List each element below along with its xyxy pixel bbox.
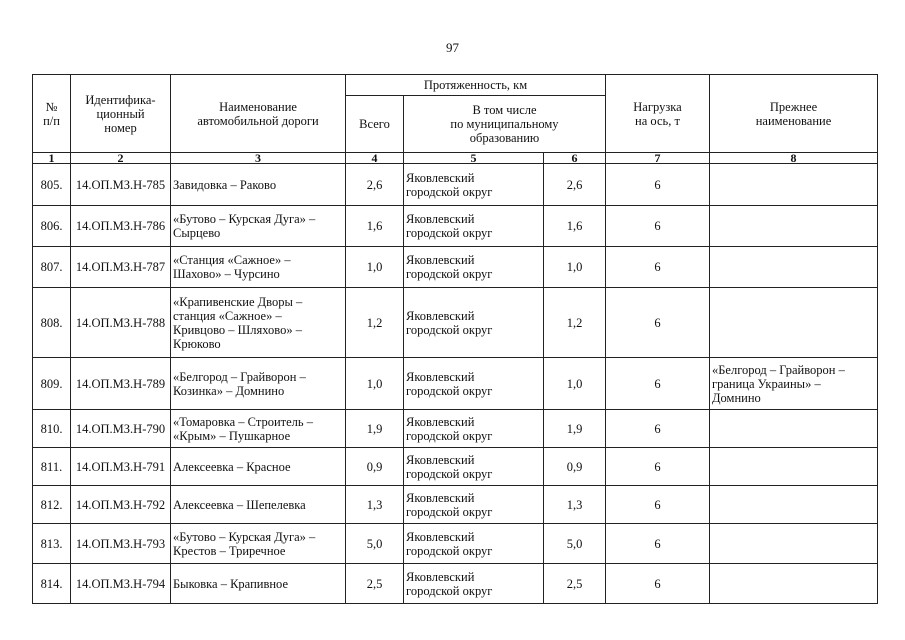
page-number: 97 <box>446 40 459 55</box>
table-row <box>33 410 878 448</box>
road-id: 14.ОП.МЗ.Н-785 <box>71 164 171 206</box>
length-municipal: 1,0 <box>544 358 606 410</box>
road-id: 14.ОП.МЗ.Н-791 <box>71 448 171 486</box>
axle-load: 6 <box>606 206 710 247</box>
header-num: № п/п <box>33 75 71 153</box>
previous-name <box>710 288 878 358</box>
table-row <box>33 206 878 247</box>
length-total: 0,9 <box>346 448 404 486</box>
road-name: «Бутово – Курская Дуга» – Крестов – Триречное <box>171 524 346 564</box>
axle-load: 6 <box>606 564 710 604</box>
previous-name <box>710 410 878 448</box>
length-municipal: 1,6 <box>544 206 606 247</box>
previous-name <box>710 206 878 247</box>
length-total: 2,5 <box>346 564 404 604</box>
column-number: 3 <box>171 153 346 164</box>
row-number: 805. <box>33 164 71 206</box>
table-row <box>33 486 878 524</box>
length-municipal: 1,2 <box>544 288 606 358</box>
length-total: 1,0 <box>346 358 404 410</box>
column-number: 4 <box>346 153 404 164</box>
axle-load: 6 <box>606 288 710 358</box>
length-municipal: 2,5 <box>544 564 606 604</box>
municipality: Яковлевский городской округ <box>404 358 544 410</box>
length-municipal: 2,6 <box>544 164 606 206</box>
previous-name <box>710 486 878 524</box>
header-length-group: Протяженность, км <box>346 75 606 96</box>
length-municipal: 1,9 <box>544 410 606 448</box>
row-number: 808. <box>33 288 71 358</box>
column-number: 2 <box>71 153 171 164</box>
axle-load: 6 <box>606 247 710 288</box>
axle-load: 6 <box>606 358 710 410</box>
row-number: 807. <box>33 247 71 288</box>
previous-name <box>710 164 878 206</box>
table-row <box>33 164 878 206</box>
table-row <box>33 524 878 564</box>
length-municipal: 1,3 <box>544 486 606 524</box>
road-id: 14.ОП.МЗ.Н-790 <box>71 410 171 448</box>
municipality: Яковлевский городской округ <box>404 486 544 524</box>
row-number: 812. <box>33 486 71 524</box>
row-number: 811. <box>33 448 71 486</box>
axle-load: 6 <box>606 410 710 448</box>
road-name: Завидовка – Раково <box>171 164 346 206</box>
header-id: Идентифика- ционный номер <box>71 75 171 153</box>
road-name: «Томаровка – Строитель – «Крым» – Пушкарное <box>171 410 346 448</box>
length-total: 1,3 <box>346 486 404 524</box>
municipality: Яковлевский городской округ <box>404 247 544 288</box>
axle-load: 6 <box>606 164 710 206</box>
row-number: 809. <box>33 358 71 410</box>
municipality: Яковлевский городской округ <box>404 410 544 448</box>
table-row <box>33 564 878 604</box>
axle-load: 6 <box>606 448 710 486</box>
axle-load: 6 <box>606 486 710 524</box>
length-municipal: 1,0 <box>544 247 606 288</box>
table-row <box>33 288 878 358</box>
length-municipal: 0,9 <box>544 448 606 486</box>
row-number: 810. <box>33 410 71 448</box>
row-number: 813. <box>33 524 71 564</box>
previous-name <box>710 524 878 564</box>
municipality: Яковлевский городской округ <box>404 564 544 604</box>
road-name: «Крапивенские Дворы – станция «Сажное» – Кривцово – Шляхово» – Крюково <box>171 288 346 358</box>
column-number: 8 <box>710 153 878 164</box>
road-id: 14.ОП.МЗ.Н-789 <box>71 358 171 410</box>
road-id: 14.ОП.МЗ.Н-786 <box>71 206 171 247</box>
municipality: Яковлевский городской округ <box>404 206 544 247</box>
previous-name <box>710 448 878 486</box>
length-total: 1,9 <box>346 410 404 448</box>
table-header <box>33 75 878 164</box>
municipality: Яковлевский городской округ <box>404 524 544 564</box>
column-number: 1 <box>33 153 71 164</box>
road-name: Алексеевка – Красное <box>171 448 346 486</box>
row-number: 806. <box>33 206 71 247</box>
column-number: 7 <box>606 153 710 164</box>
road-name: «Белгород – Грайворон – Козинка» – Домнино <box>171 358 346 410</box>
road-name: Быковка – Крапивное <box>171 564 346 604</box>
municipality: Яковлевский городской округ <box>404 448 544 486</box>
road-id: 14.ОП.МЗ.Н-787 <box>71 247 171 288</box>
length-total: 1,2 <box>346 288 404 358</box>
row-number: 814. <box>33 564 71 604</box>
header-total: Всего <box>346 96 404 153</box>
table-row <box>33 358 878 410</box>
column-number-row <box>33 153 878 164</box>
length-total: 1,0 <box>346 247 404 288</box>
column-number: 6 <box>544 153 606 164</box>
road-id: 14.ОП.МЗ.Н-793 <box>71 524 171 564</box>
length-total: 1,6 <box>346 206 404 247</box>
length-total: 2,6 <box>346 164 404 206</box>
length-municipal: 5,0 <box>544 524 606 564</box>
road-id: 14.ОП.МЗ.Н-792 <box>71 486 171 524</box>
previous-name: «Белгород – Грайворон – граница Украины» – Домнино <box>710 358 878 410</box>
road-name: Алексеевка – Шепелевка <box>171 486 346 524</box>
road-id: 14.ОП.МЗ.Н-788 <box>71 288 171 358</box>
length-total: 5,0 <box>346 524 404 564</box>
table-row <box>33 448 878 486</box>
header-previous-name: Прежнее наименование <box>710 75 878 153</box>
municipality: Яковлевский городской округ <box>404 164 544 206</box>
road-name: «Бутово – Курская Дуга» – Сырцево <box>171 206 346 247</box>
roads-table <box>32 74 878 604</box>
previous-name <box>710 564 878 604</box>
road-id: 14.ОП.МЗ.Н-794 <box>71 564 171 604</box>
header-municipal: В том числе по муниципальному образованию <box>404 96 606 153</box>
table-body <box>33 164 878 604</box>
municipality: Яковлевский городской округ <box>404 288 544 358</box>
header-load: Нагрузка на ось, т <box>606 75 710 153</box>
road-name: «Станция «Сажное» – Шахово» – Чурсино <box>171 247 346 288</box>
column-number: 5 <box>404 153 544 164</box>
previous-name <box>710 247 878 288</box>
table-row <box>33 247 878 288</box>
axle-load: 6 <box>606 524 710 564</box>
header-name: Наименование автомобильной дороги <box>171 75 346 153</box>
